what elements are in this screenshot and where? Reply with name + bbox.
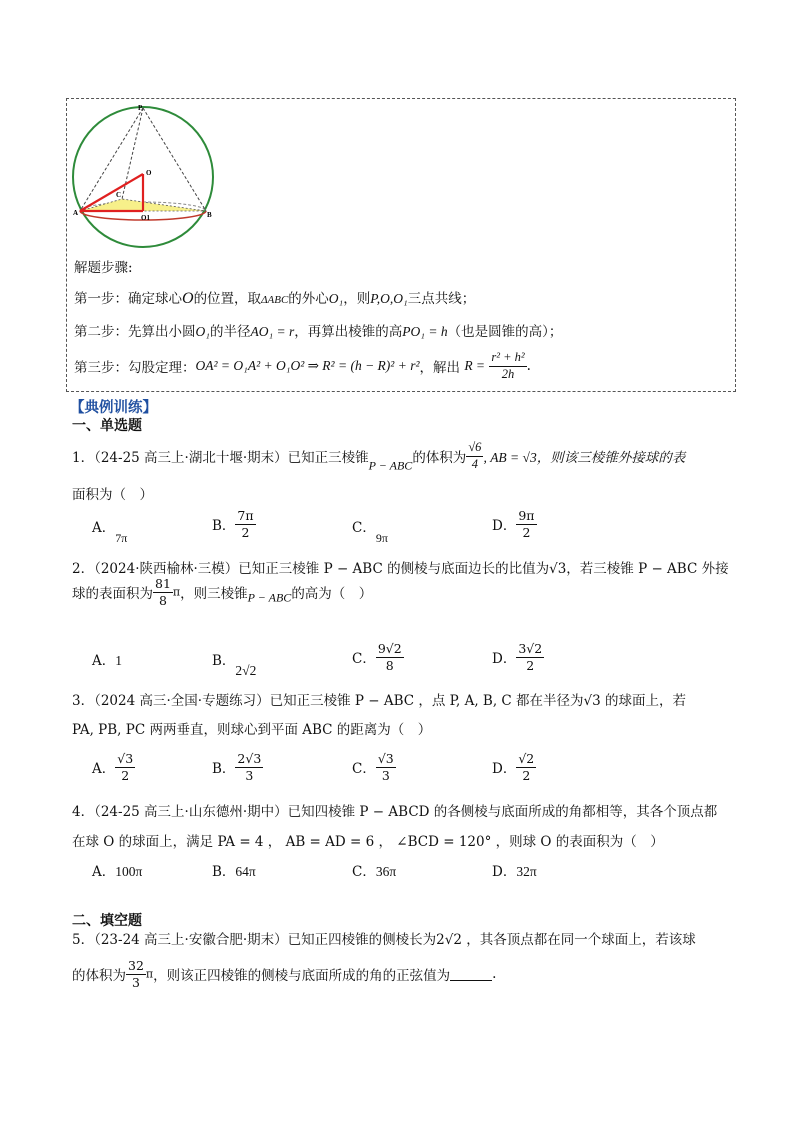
q1-opt-b-frac: [235, 508, 255, 540]
q5-fnum: 32: [128, 958, 144, 973]
q4-opt-c-label: C．: [352, 864, 376, 880]
q2-opt-b-label: B．: [212, 653, 236, 669]
step-3-num: r² + h²: [489, 350, 526, 367]
q3-opt-a-label: A．: [92, 761, 116, 778]
steps-title: 解题步骤:: [74, 260, 133, 276]
q3-opt-d-label: D．: [492, 761, 517, 778]
label-b: B: [207, 211, 212, 219]
section-fill-in: 二、填空题: [72, 913, 142, 929]
q1-lead: 1．（24-25 高三上·湖北十堰·期末）已知正三棱锥: [72, 450, 369, 467]
step-2-t1: 的半径: [209, 324, 251, 340]
q2-t1: 球的表面积为: [72, 586, 153, 603]
q2-pi: π: [172, 585, 181, 599]
section-examples: 【典例训练】: [70, 399, 157, 416]
q4-option-a: [92, 860, 142, 880]
q5-line1: 5．（23-24 高三上·安徽合肥·期末）已知正四棱锥的侧棱长为2√2 ，其各顶点都在同一个球面上，若该球: [72, 932, 696, 948]
step-3-r: R =: [464, 358, 486, 374]
q3-opt-a-frac: [115, 751, 135, 783]
q5-line2: [72, 958, 496, 990]
q4-option-b: [212, 860, 256, 880]
step-2-lead: 第二步：先算出小圆: [74, 324, 196, 340]
q3-opt-b-frac: [235, 751, 263, 783]
q4-opt-a-label: A．: [92, 864, 116, 880]
q2-line1: 2．（2024·陕西榆林·三模）已知正三棱锥 P − ABC 的侧棱与底面边长的比值为√3，若三棱锥 P − ABC 外接: [72, 561, 729, 577]
sphere-figure: [70, 104, 220, 254]
step-1-t4: 三点共线；: [407, 291, 476, 307]
q1-opt-c-val: 9π: [375, 531, 388, 545]
q1-fnum: √6: [466, 440, 483, 457]
q5-end: .: [492, 966, 497, 983]
q2-option-a: [92, 649, 122, 669]
q2-opt-d-frac: [516, 641, 544, 673]
step-1-t3: ，则: [343, 291, 371, 307]
q2-fnum: 81: [155, 576, 171, 591]
label-c: C: [116, 191, 122, 199]
q2-pabc: P − ABC: [247, 590, 292, 605]
step-2-o1: O₁: [195, 324, 210, 339]
step-1: [74, 287, 475, 308]
q3-opt-a-num: √3: [117, 751, 134, 766]
q2-t3: 的高为（ ）: [291, 586, 373, 603]
q5-fraction: [126, 958, 146, 990]
q3-opt-d-frac: [516, 751, 536, 783]
label-o1: O1: [141, 214, 150, 222]
q1-option-b: [212, 508, 256, 540]
q2-line2: [72, 576, 372, 608]
step-3-equation: OA² = O₁A² + O₁O² ⇒ R² = (h − R)² + r²: [195, 358, 420, 374]
q1-line2: 面积为（ ）: [72, 487, 153, 503]
step-2-ao1: AO₁ = r: [250, 324, 295, 339]
step-3-lead: 第三步：勾股定理：: [74, 360, 196, 377]
q2-opt-b-val: 2√2: [235, 663, 257, 678]
q1-pabc: P − ABC: [368, 458, 413, 473]
label-o: O: [146, 169, 152, 177]
q1-option-d: [492, 508, 537, 540]
step-3-fraction: [489, 350, 526, 382]
step-2-t2: ，再算出棱锥的高: [294, 324, 403, 340]
step-1-lead: 第一步：确定球心: [74, 291, 182, 307]
q4-option-c: [352, 860, 396, 880]
section-single-choice: 一、单选题: [72, 418, 142, 434]
q1-opt-b-num: 7π: [237, 508, 254, 523]
q3-opt-a-den: 2: [121, 767, 130, 783]
label-p: P: [138, 104, 143, 112]
q4-opt-a-val: 100π: [115, 864, 143, 879]
q2-fraction: [153, 576, 173, 608]
q4-opt-d-val: 32π: [516, 864, 537, 879]
q1-opt-d-frac: [516, 508, 536, 540]
q1-opt-b-den: 2: [241, 524, 250, 540]
step-1-o1: O₁: [328, 291, 344, 306]
q3-opt-b-den: 3: [245, 767, 254, 783]
q4-opt-c-val: 36π: [375, 864, 397, 879]
edge-pb: [143, 108, 206, 211]
q2-opt-d-label: D．: [492, 651, 517, 668]
q5-answer-blank[interactable]: [450, 968, 492, 981]
q3-opt-c-num: √3: [377, 751, 394, 766]
q3-opt-c-frac: [376, 751, 396, 783]
q4-line2: 在球 O 的球面上，满足 PA = 4 ， AB = AD = 6 ， ∠BCD = 120° ，则球 O 的表面积为（ ）: [72, 834, 664, 850]
q5-pi: π: [145, 967, 154, 981]
q1-opt-a-label: A．: [92, 520, 116, 536]
q1-option-a: [92, 516, 127, 546]
q4-option-d: [492, 860, 537, 880]
q3-option-a: [92, 751, 135, 783]
q3-option-c: [352, 751, 396, 783]
q2-opt-c-num: 9√2: [377, 641, 402, 656]
step-1-t1: 的位置，取: [193, 291, 262, 307]
q1-line1: [72, 440, 685, 474]
q1-fraction: [466, 440, 483, 472]
q1-opt-b-label: B．: [212, 518, 236, 535]
q3-opt-b-num: 2√3: [237, 751, 262, 766]
q3-option-d: [492, 751, 536, 783]
q3-opt-d-num: √2: [518, 751, 535, 766]
q3-opt-c-label: C．: [352, 761, 376, 778]
label-a: A: [73, 209, 79, 217]
q5-t1: 的体积为: [72, 968, 126, 985]
q2-opt-d-den: 2: [526, 657, 535, 673]
q1-opt-d-den: 2: [522, 524, 531, 540]
q1-opt-d-num: 9π: [518, 508, 535, 523]
q2-opt-a-val: 1: [115, 653, 122, 668]
q1-t1: 的体积为: [412, 450, 467, 467]
step-2: [74, 320, 562, 340]
step-3-t1: ，解出: [419, 360, 461, 377]
q2-option-c: [352, 641, 404, 673]
q1-option-c: [352, 516, 388, 546]
edge-pa: [80, 108, 143, 211]
q2-opt-d-num: 3√2: [518, 641, 543, 656]
q1-opt-a-val: 7π: [115, 531, 128, 545]
q4-opt-d-label: D．: [492, 864, 517, 880]
q1-opt-d-label: D．: [492, 518, 517, 535]
q3-line2: PA, PB, PC 两两垂直，则球心到平面 ABC 的距离为（ ）: [72, 722, 432, 738]
q5-fden: 3: [131, 974, 140, 990]
q1-opt-c-label: C．: [352, 520, 376, 536]
q4-opt-b-label: B．: [212, 864, 236, 880]
step-1-pts: P,O,O₁: [370, 291, 408, 306]
q3-option-b: [212, 751, 263, 783]
q2-option-d: [492, 641, 544, 673]
q3-opt-d-den: 2: [522, 767, 531, 783]
step-3-end: .: [526, 358, 531, 375]
q3-opt-b-label: B．: [212, 761, 236, 778]
step-1-o: O: [182, 290, 194, 307]
step-2-po1: PO₁ = h: [402, 324, 448, 339]
step-1-abc: ΔABC: [261, 294, 289, 306]
q2-opt-c-label: C．: [352, 651, 376, 668]
q2-fden: 8: [158, 592, 167, 608]
q1-fden: 4: [471, 456, 478, 471]
q3-opt-c-den: 3: [381, 767, 390, 783]
q1-t2: , AB = √3，则该三棱锥外接球的表: [483, 450, 686, 466]
q4-opt-b-val: 64π: [235, 864, 256, 879]
step-3-den: 2h: [501, 366, 515, 381]
q2-opt-c-den: 8: [385, 657, 394, 673]
q2-opt-a-label: A．: [92, 653, 116, 669]
q2-option-b: [212, 649, 256, 679]
q4-line1: 4．（24-25 高三上·山东德州·期中）已知四棱锥 P − ABCD 的各侧棱与底面所成的角都相等，其各个顶点都: [72, 804, 718, 820]
q3-line1: 3．（2024 高三·全国·专题练习）已知正三棱锥 P − ABC ，点 P, A, B, C 都在半径为√3 的球面上，若: [72, 693, 687, 709]
q2-opt-c-frac: [376, 641, 404, 673]
step-1-t2: 的外心: [288, 291, 329, 307]
step-2-t3: （也是圆锥的高）；: [447, 324, 563, 340]
step-3: [74, 350, 531, 382]
q5-t2: ，则该正四棱锥的侧棱与底面所成的角的正弦值为: [153, 968, 451, 985]
q2-t2: ，则三棱锥: [180, 586, 248, 603]
